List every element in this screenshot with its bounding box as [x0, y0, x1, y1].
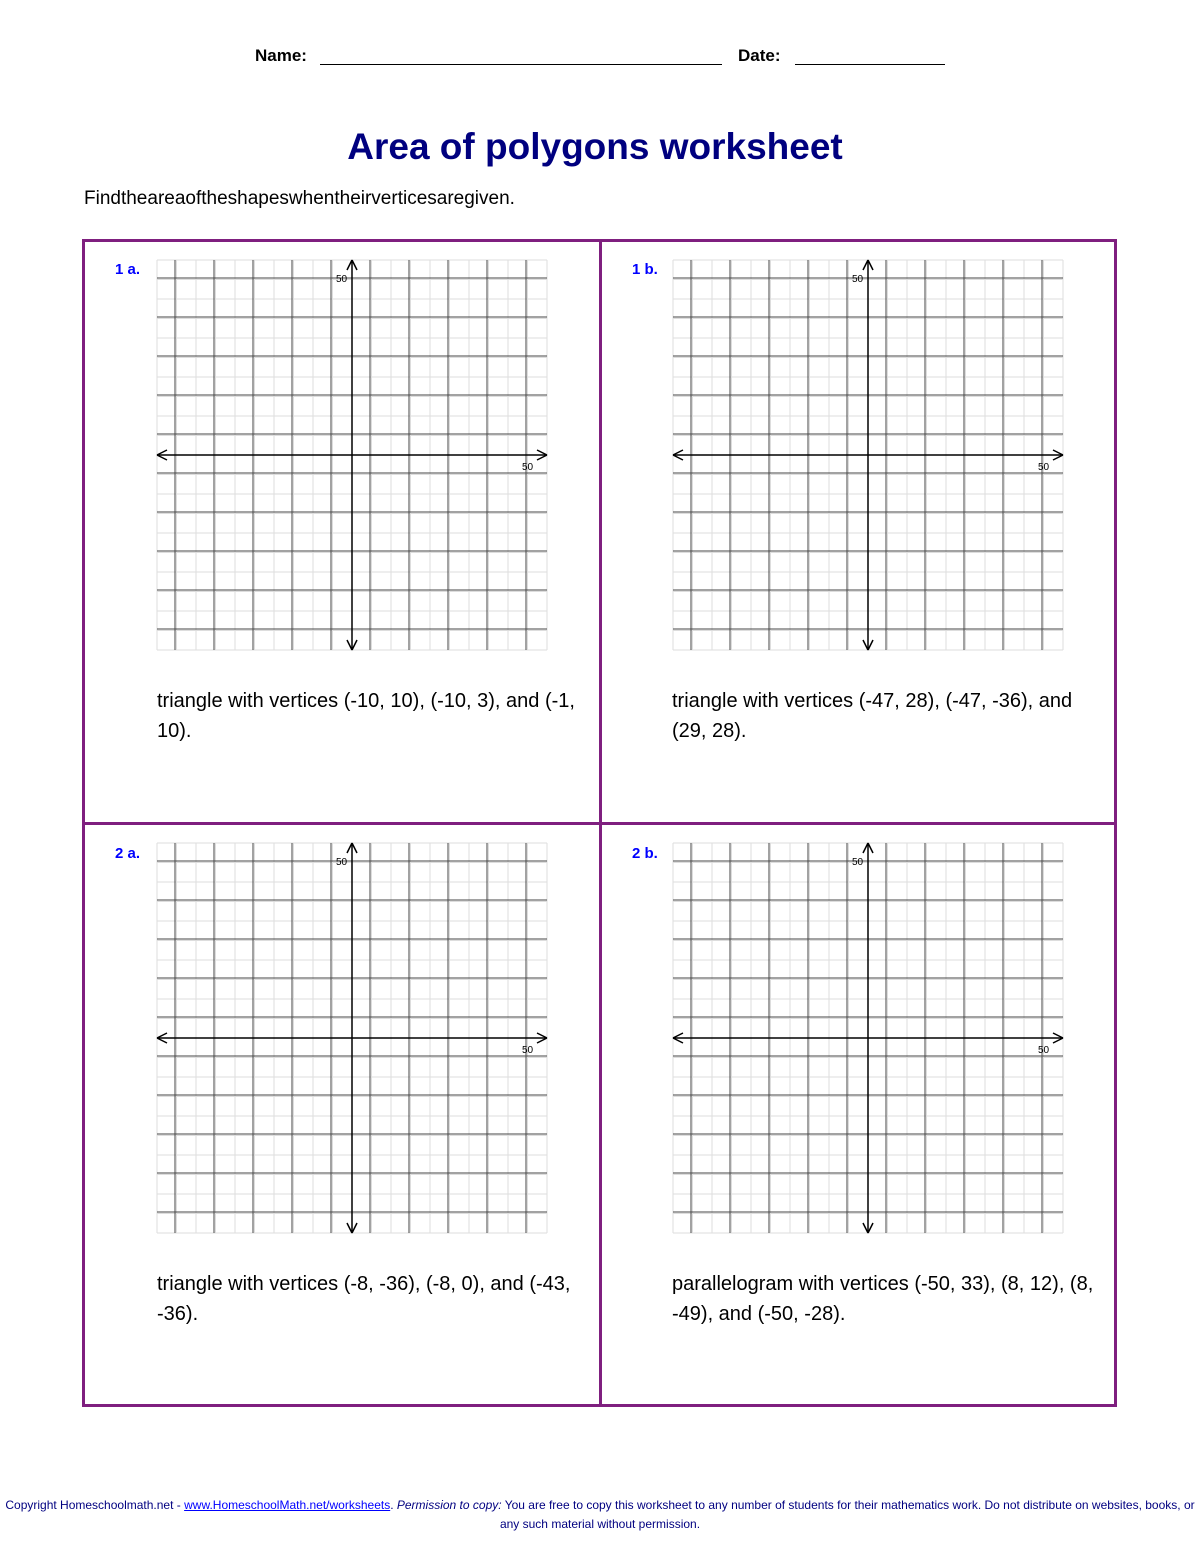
coordinate-plane [668, 255, 1068, 655]
x-axis-max-label: 50 [1038, 1045, 1050, 1056]
name-label: Name: [255, 46, 307, 65]
footer-copyright: Copyright Homeschoolmath.net - [5, 1498, 185, 1512]
problem-text: triangle with vertices (-8, -36), (-8, 0), and (-43, -36). [157, 1273, 571, 1325]
x-axis-max-label: 50 [522, 462, 534, 473]
footer-permission-label: Permission to copy: [396, 1498, 502, 1512]
coordinate-plane [668, 838, 1068, 1238]
problem-number: 1 a. [115, 261, 141, 278]
footer-permission-text: You are free to copy this worksheet to any number of students for their mathematics work. Do not distribute on websites, books, or any such material without permission. [499, 1498, 1195, 1531]
y-axis-max-label: 50 [336, 274, 348, 285]
y-axis-max-label: 50 [336, 857, 348, 868]
x-axis-max-label: 50 [522, 1045, 534, 1056]
coordinate-plane [152, 838, 552, 1238]
name-blank-line [320, 64, 722, 65]
page-title: Area of polygons worksheet [347, 126, 843, 167]
footer [0, 1496, 1200, 1534]
problem-text: triangle with vertices (-47, 28), (-47, -36), and (29, 28). [672, 690, 1073, 742]
date-label: Date: [738, 46, 781, 65]
date-blank-line [795, 64, 945, 65]
y-axis-max-label: 50 [852, 274, 864, 285]
problem-text: parallelogram with vertices (-50, 33), (8, 12), (8, -49), and (-50, -28). [672, 1273, 1094, 1325]
header [0, 44, 1200, 70]
y-axis-max-label: 50 [852, 857, 864, 868]
coordinate-plane [152, 255, 552, 655]
problem-text: triangle with vertices (-10, 10), (-10, 3), and (-1, 10). [157, 690, 575, 742]
problem-number: 2 b. [632, 845, 658, 862]
footer-after-link: . [390, 1498, 397, 1512]
problem-number: 2 a. [115, 845, 141, 862]
problem-number: 1 b. [632, 261, 658, 278]
x-axis-max-label: 50 [1038, 462, 1050, 473]
instructions: Findtheareaoftheshapeswhentheirverticesaregiven. [84, 188, 515, 209]
footer-link[interactable]: www.HomeschoolMath.net/worksheets [184, 1498, 391, 1512]
